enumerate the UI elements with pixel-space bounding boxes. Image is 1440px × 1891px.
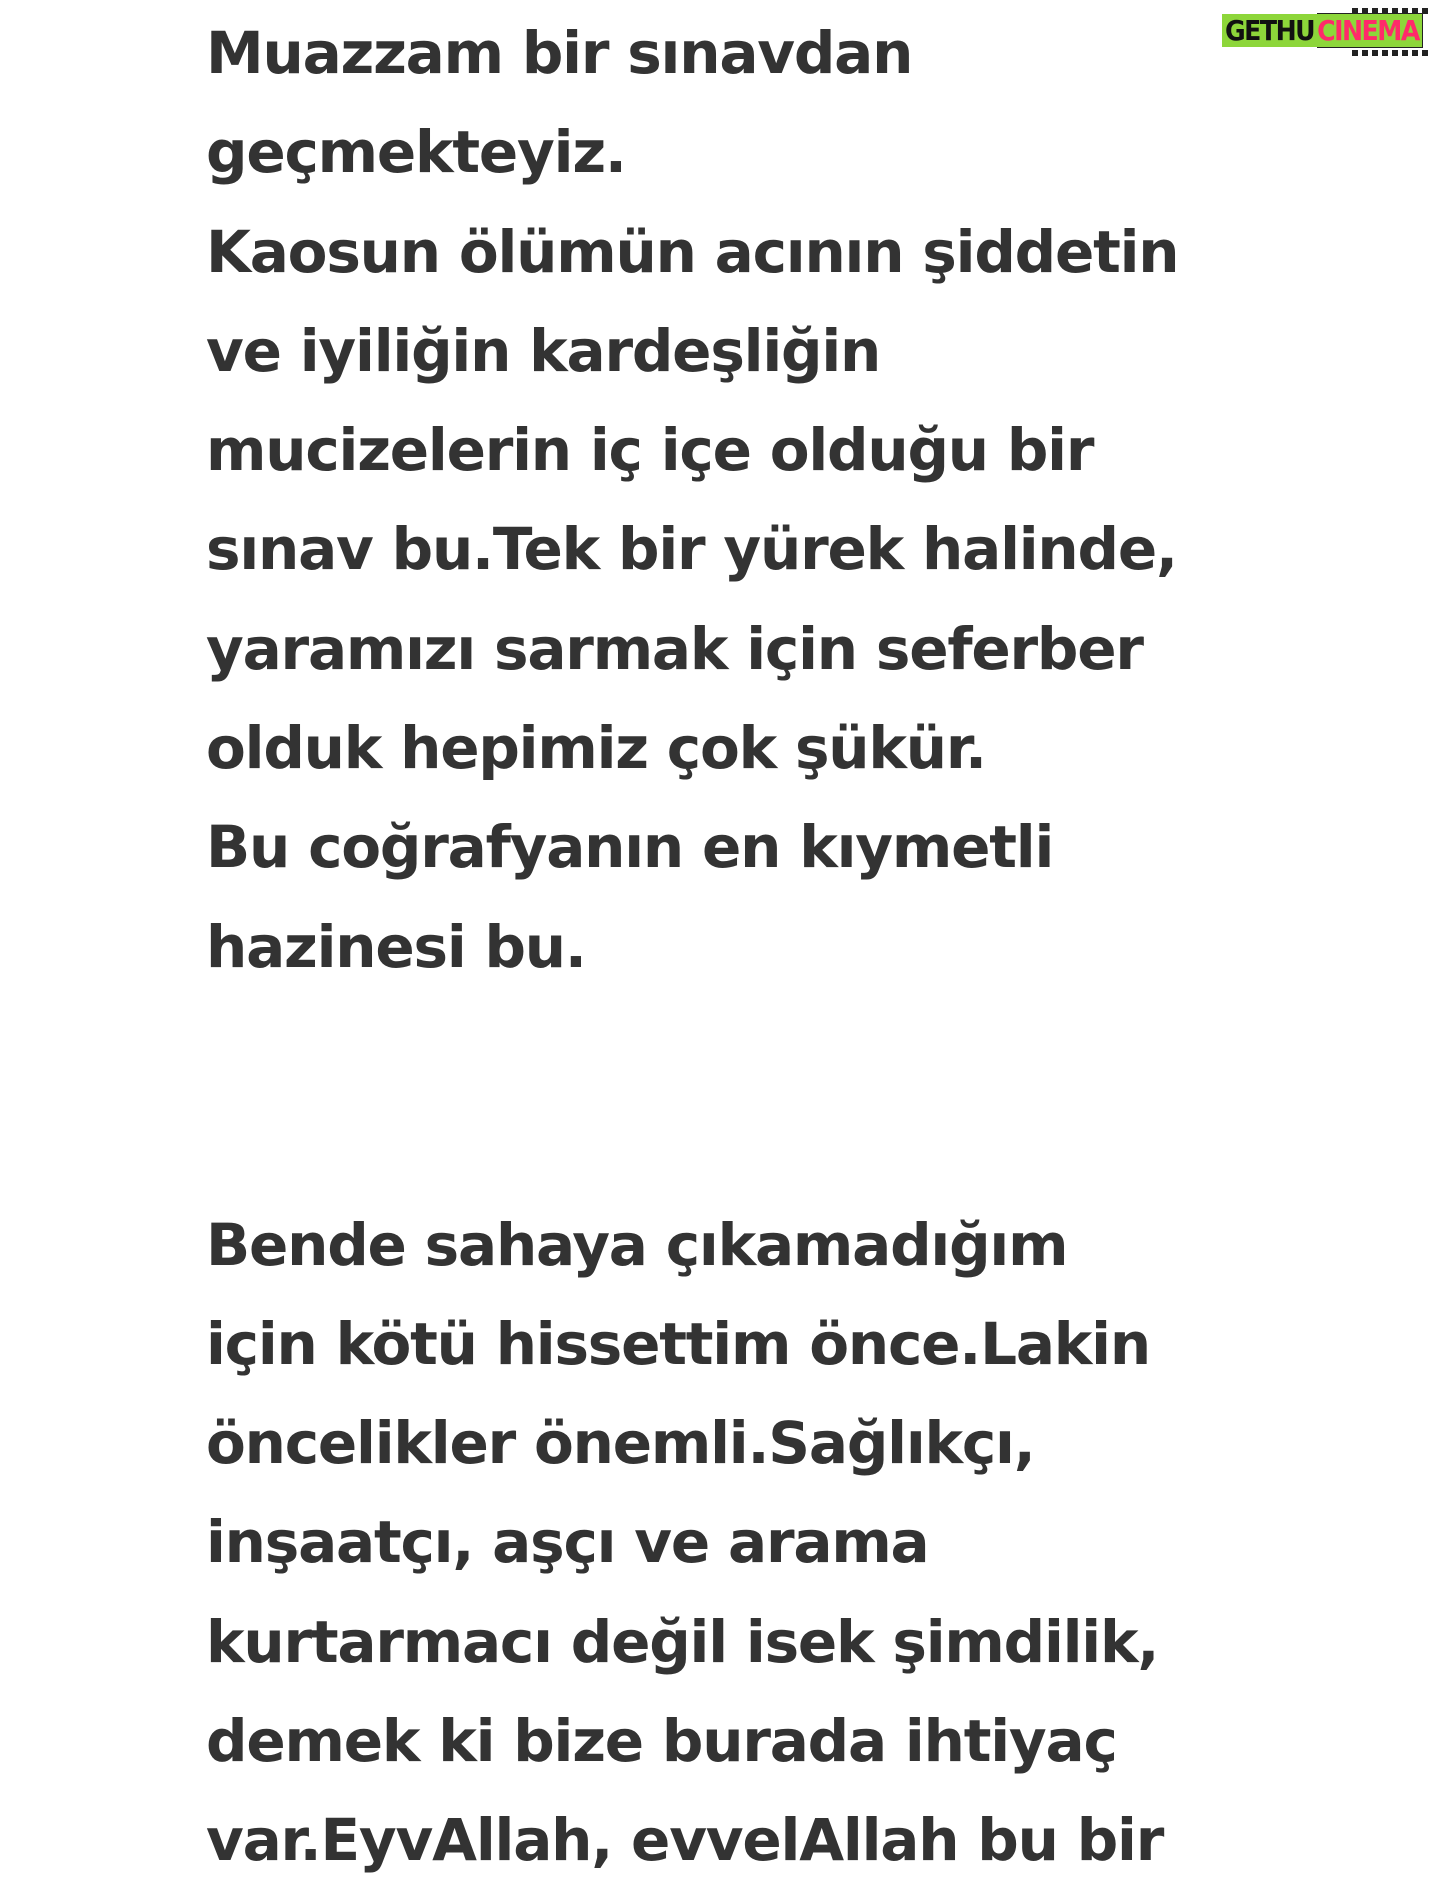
watermark-part2: CINEMA: [1317, 13, 1423, 48]
paragraph-gap: [206, 1096, 1306, 1195]
text-line: olduk hepimiz çok şükür.: [206, 714, 986, 783]
watermark-part1: GETHU: [1222, 14, 1317, 47]
text-line: geçmekteyiz.: [206, 118, 626, 187]
text-line: Kaosun ölümün acının şiddetin: [206, 217, 1179, 286]
text-line: inşaatçı, aşçı ve arama: [206, 1508, 929, 1577]
text-line: için kötü hissettim önce.Lakin: [206, 1309, 1150, 1378]
note-text: [206, 4, 1306, 1891]
text-line: Bende sahaya çıkamadığım: [206, 1210, 1068, 1279]
text-line: var.EyvAllah, evvelAllah bu bir: [206, 1806, 1164, 1875]
text-line: kurtarmacı değil isek şimdilik,: [206, 1607, 1159, 1676]
text-line: öncelikler önemli.Sağlıkçı,: [206, 1409, 1035, 1478]
text-line: hazinesi bu.: [206, 912, 586, 981]
text-line: Muazzam bir sınavdan: [206, 19, 913, 87]
text-line: ve iyiliğin kardeşliğin: [206, 316, 881, 385]
text-line: sınav bu.Tek bir yürek halinde,: [206, 515, 1177, 584]
text-line: demek ki bize burada ihtiyaç: [206, 1707, 1117, 1776]
text-line: mucizelerin iç içe olduğu bir: [206, 416, 1094, 485]
film-strip-icon: [1352, 50, 1430, 56]
text-line: yaramızı sarmak için seferber: [206, 614, 1143, 683]
text-line: Bu coğrafyanın en kıymetli: [206, 813, 1054, 882]
paragraph-gap: [206, 997, 1306, 1096]
